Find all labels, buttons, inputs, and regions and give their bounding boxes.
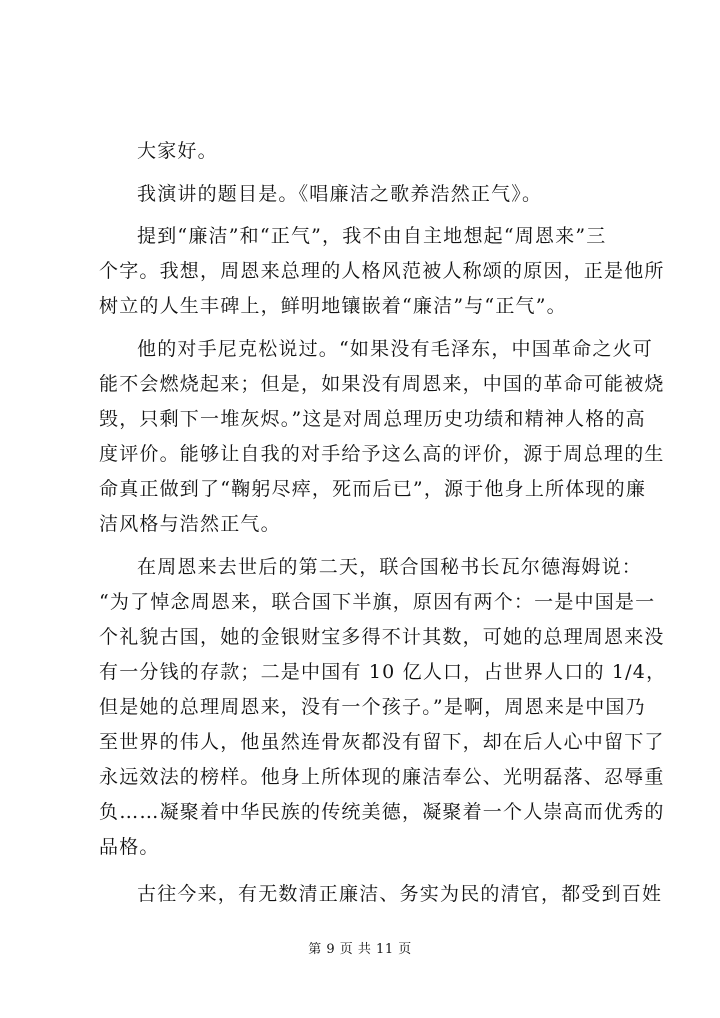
paragraph-honest-officials bbox=[137, 877, 663, 912]
paragraph-speech-title bbox=[137, 177, 657, 212]
text-line: 古往今来，有无数清正廉洁、务实为民的清官，都受到百姓 bbox=[137, 883, 663, 905]
text-line: 我演讲的题目是。《唱廉洁之歌养浩然正气》。 bbox=[137, 183, 543, 205]
text-line: 个礼貌古国，她的金银财宝多得不计其数，可她的总理周恩来没 bbox=[99, 626, 665, 648]
text-line: 负……凝聚着中华民族的传统美德，凝聚着一个人崇高而优秀的 bbox=[99, 801, 665, 823]
text-line: 度评价。能够让自我的对手给予这么高的评价，源于周总理的生 bbox=[99, 443, 665, 465]
text-line: 在周恩来去世后的第二天，联合国秘书长瓦尔德海姆说： bbox=[137, 556, 643, 578]
text-line: 洁风格与浩然正气。 bbox=[99, 513, 281, 535]
text-line: 提到“廉洁”和“正气”，我不由自主地想起“周恩来”三 bbox=[137, 225, 607, 247]
text-line: 他的对手尼克松说过。“如果没有毛泽东，中国革命之火可 bbox=[137, 338, 653, 360]
text-line: “为了悼念周恩来，联合国下半旗，原因有两个：一是中国是一 bbox=[99, 591, 656, 613]
text-line: 永远效法的榜样。他身上所体现的廉洁奉公、光明磊落、忍辱重 bbox=[99, 766, 665, 788]
document-body bbox=[99, 134, 667, 912]
page-number-footer: 第 9 页 共 11 页 bbox=[308, 942, 412, 957]
text-line: 命真正做到了“鞠躬尽瘁，死而后已”，源于他身上所体现的廉 bbox=[99, 478, 647, 500]
text-line: 能不会燃烧起来；但是，如果没有周恩来，中国的革命可能被烧 bbox=[99, 373, 665, 395]
text-line: 品格。 bbox=[99, 836, 160, 858]
text-line: 大家好。 bbox=[137, 140, 218, 162]
text-line: 树立的人生丰碑上，鲜明地镶嵌着“廉洁”与“正气”。 bbox=[99, 295, 567, 317]
text-line: 至世界的伟人，他虽然连骨灰都没有留下，却在后人心中留下了 bbox=[99, 731, 665, 753]
text-line: 有一分钱的存款；二是中国有 10 亿人口，占世界人口的 1/4， bbox=[99, 661, 667, 683]
paragraph-integrity-intro bbox=[99, 219, 665, 324]
text-line: 但是她的总理周恩来，没有一个孩子。”是啊，周恩来是中国乃 bbox=[99, 696, 646, 718]
text-line: 毁，只剩下一堆灰烬。”这是对周总理历史功绩和精神人格的高 bbox=[99, 408, 646, 430]
paragraph-greeting bbox=[137, 134, 657, 169]
paragraph-un-tribute bbox=[99, 550, 667, 865]
text-line: 个字。我想，周恩来总理的人格风范被人称颂的原因，正是他所 bbox=[99, 260, 665, 282]
paragraph-nixon-quote bbox=[99, 332, 665, 542]
